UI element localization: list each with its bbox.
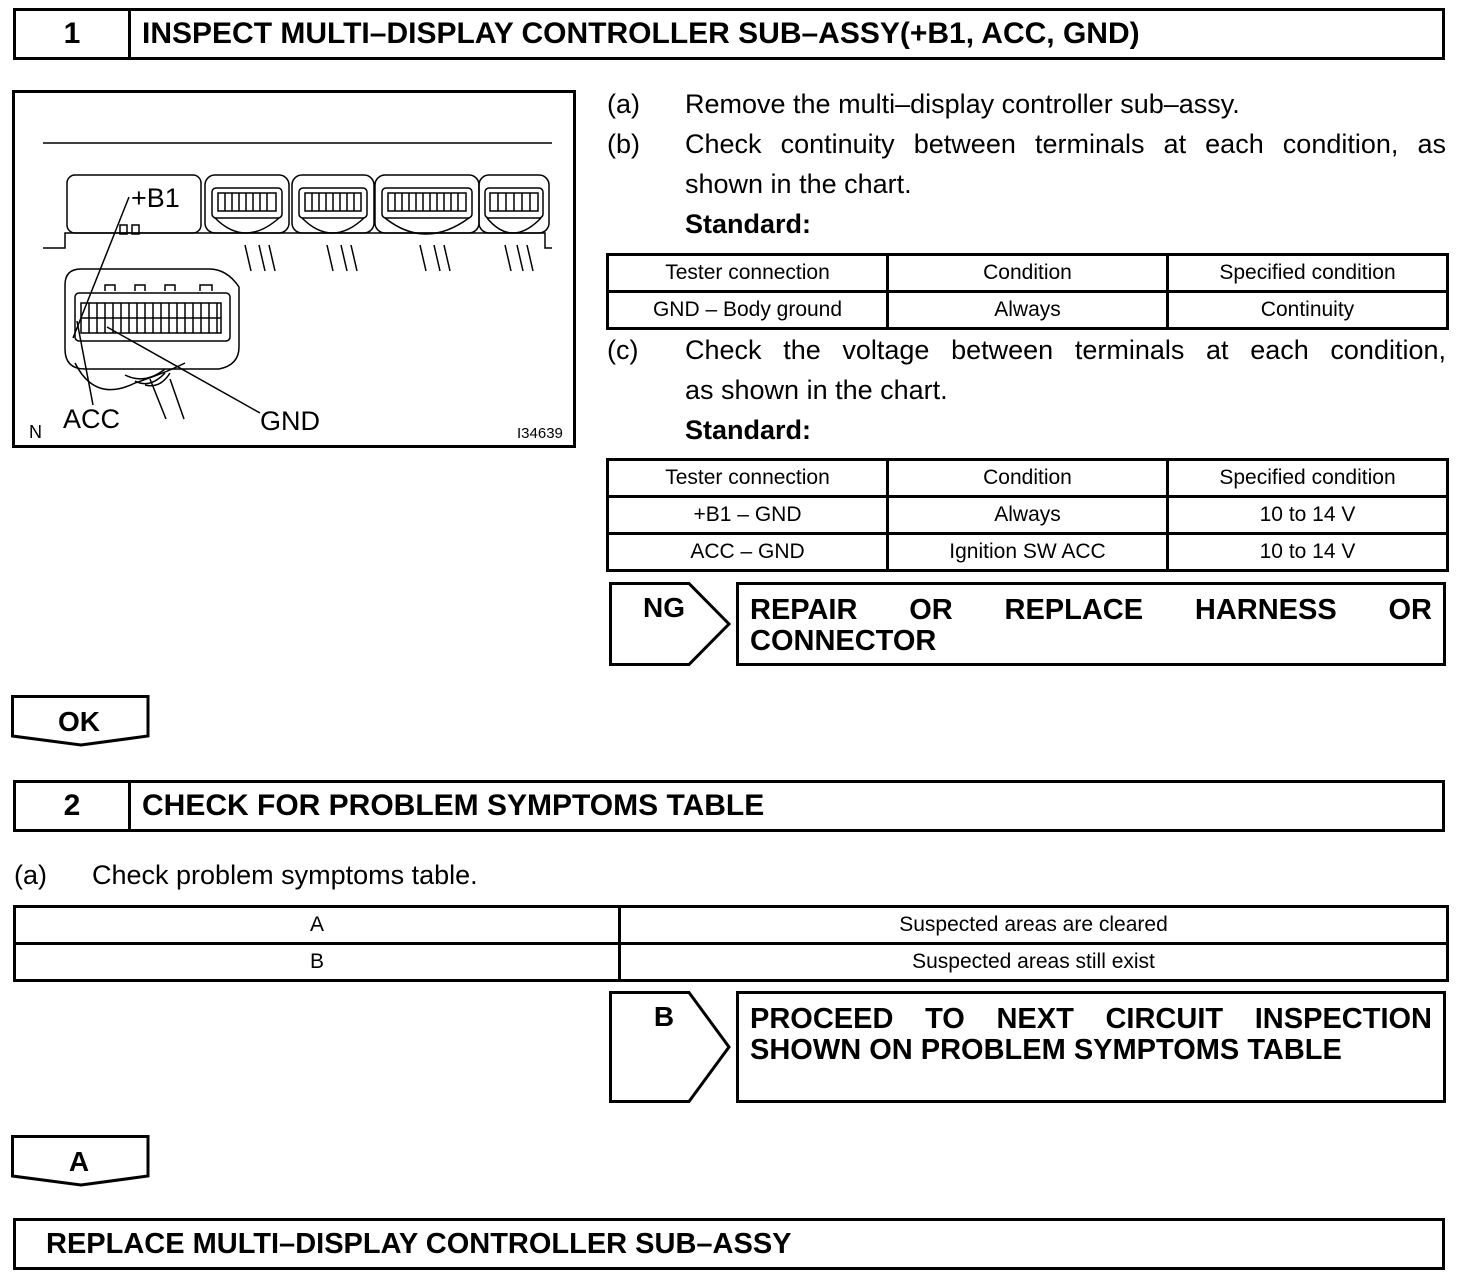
figure-id: I34639 [517,425,563,442]
step-title: INSPECT MULTI–DISPLAY CONTROLLER SUB–ASSY(+B1, ACC, GND) [142,17,1140,50]
ok-label: OK [58,706,100,737]
table-cell: Suspected areas are cleared [620,907,1448,944]
continuity-table [606,253,1449,330]
table-row [608,292,1448,329]
label-acc: ACC [63,404,121,434]
label-gnd: GND [260,406,320,436]
step-1-header [13,8,1445,60]
table-cell: Always [888,497,1168,534]
table-header: Specified condition [1168,255,1448,292]
instruction-text: Check problem symptoms table. [92,860,478,890]
table-header: Tester connection [608,460,888,497]
table-cell: 10 to 14 V [1168,497,1448,534]
instruction-marker: (a) [14,860,47,890]
table-cell: GND – Body ground [608,292,888,329]
table-cell: B [15,944,620,981]
connector-diagram [15,93,573,445]
instruction-text: Check continuity between terminals at each condition, as [685,129,1446,159]
table-cell: Suspected areas still exist [620,944,1448,981]
table-cell: 10 to 14 V [1168,534,1448,571]
ng-action-box: REPAIR OR REPLACE HARNESS OR CONNECTOR [736,582,1446,666]
a-arrow-tag [11,1135,151,1187]
step-2-header [13,780,1445,832]
final-action-box: REPLACE MULTI–DISPLAY CONTROLLER SUB–ASSY [13,1218,1445,1270]
instruction-marker: (b) [607,129,640,159]
ng-arrow-tag [609,582,733,666]
table-cell: ACC – GND [608,534,888,571]
table-cell: +B1 – GND [608,497,888,534]
connector-figure [12,90,576,448]
symptoms-table [13,905,1449,982]
label-b1: +B1 [131,183,180,213]
voltage-table [606,458,1449,572]
table-row [15,907,1448,944]
step-number: 1 [16,11,131,57]
b-arrow-tag [609,991,733,1103]
table-row [608,534,1448,571]
table-row [608,497,1448,534]
table-cell: Ignition SW ACC [888,534,1168,571]
table-header: Tester connection [608,255,888,292]
instruction-text: Check the voltage between terminals at each condition, [685,335,1446,365]
table-cell: A [15,907,620,944]
a-label: A [68,1146,90,1177]
instruction-text: Remove the multi–display controller sub–assy. [685,89,1240,119]
table-row [15,944,1448,981]
table-header: Specified condition [1168,460,1448,497]
step-number: 2 [16,783,131,829]
table-header: Condition [888,460,1168,497]
ng-label: NG [643,592,685,623]
table-header-row [608,255,1448,292]
standard-label: Standard: [685,209,812,239]
corner-mark: N [29,422,42,442]
table-cell: Always [888,292,1168,329]
instruction-text: shown in the chart. [685,169,912,199]
ok-arrow-tag [11,695,151,747]
table-header: Condition [888,255,1168,292]
instruction-marker: (a) [607,89,640,119]
instruction-marker: (c) [607,335,639,365]
step-title: CHECK FOR PROBLEM SYMPTOMS TABLE [142,789,765,822]
standard-label: Standard: [685,415,812,445]
table-header-row [608,460,1448,497]
instruction-text: as shown in the chart. [685,375,948,405]
b-action-box: PROCEED TO NEXT CIRCUIT INSPECTION SHOWN ON PROBLEM SYMPTOMS TABLE [736,991,1446,1103]
table-cell: Continuity [1168,292,1448,329]
b-label: B [653,1001,675,1032]
